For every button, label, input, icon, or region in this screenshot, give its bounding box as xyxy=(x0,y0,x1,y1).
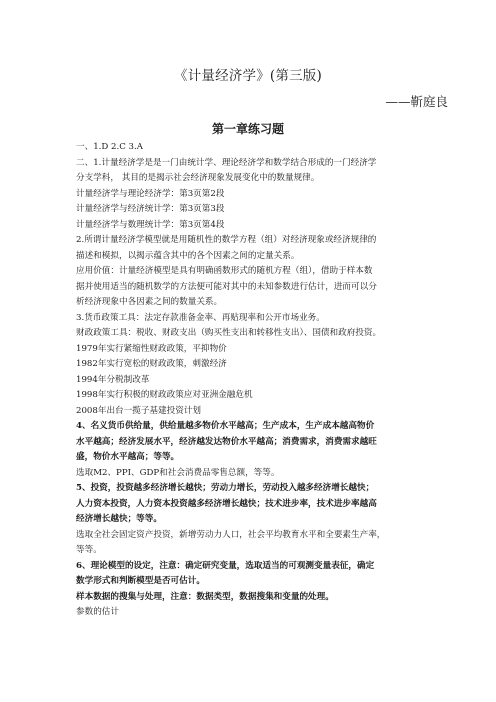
text-line: 1979年实行紧缩性财政政策，平抑物价 xyxy=(76,343,227,354)
text-line: 5、投资，投资越多经济增长越快；劳动力增长，劳动投入越多经济增长越快； xyxy=(76,483,375,493)
text-line: 参数的估计 xyxy=(76,607,119,617)
text-line: 2.所谓计量经济学模型就是用随机性的数学方程（组）对经济现象或经济规律的 xyxy=(76,235,377,245)
text-line: 应用价值：计量经济模型是具有明确函数形式的随机方程（组），借助于样本数 xyxy=(76,266,373,276)
text-line: 计量经济学与数理统计学：第3页第4段 xyxy=(76,219,225,230)
text-line: 1982年实行宽松的财政政策，刺激经济 xyxy=(76,359,227,369)
text-line: 二、1.计量经济学是是一门由统计学、理论经济学和数学结合形成的一门经济学 xyxy=(76,157,377,168)
text-line: 3.货币政策工具：法定存款准备金率、再贴现率和公开市场业务。 xyxy=(76,312,325,323)
text-line: 财政政策工具：税收、财政支出（购买性支出和转移性支出）、国债和政府投资。 xyxy=(76,328,382,338)
text-line: 据并使用适当的随机数学的方法便可能对其中的未知参数进行估计，进而可以分 xyxy=(76,281,377,292)
text-line: 描述和模拟，以揭示蕴含其中的各个因素之间的定量关系。 xyxy=(76,250,300,261)
text-line: 计量经济学与经济统计学：第3页第3段 xyxy=(76,204,225,214)
document-title: 《计量经济学》(第三版) xyxy=(174,68,322,84)
text-line: 盛，物价水平越高；等等。 xyxy=(76,452,180,462)
document-body xyxy=(76,140,424,621)
text-line: 选取全社会固定资产投资，新增劳动力人口，社会平均教育水平和全要素生产率， xyxy=(76,529,386,540)
text-line: 分支学科， 其目的是揭示社会经济现象发展变化中的数量规律。 xyxy=(76,173,320,183)
chapter-heading: 第一章练习题 xyxy=(211,122,284,136)
text-line: 样本数据的搜集与处理，注意：数据类型，数据搜集和变量的处理。 xyxy=(76,591,334,602)
text-line: 等等。 xyxy=(76,545,102,555)
text-line: 人力资本投资，人力资本投资越多经济增长越快；技术进步率，技术进步率越高 xyxy=(76,498,377,509)
text-line: 选取M2、PPI、GDP和社会消费品零售总额，等等。 xyxy=(76,467,280,478)
text-line: 析经济现象中各因素之间的数量关系。 xyxy=(76,297,223,307)
text-line: 4、名义货币供给量，供给量越多物价水平越高；生产成本，生产成本越高物价 xyxy=(76,421,375,431)
text-line: 经济增长越快；等等。 xyxy=(76,514,162,524)
text-line: 水平越高；经济发展水平，经济越发达物价水平越高；消费需求，消费需求越旺 xyxy=(76,436,377,447)
text-line: 6、理论模型的设定，注意：确定研究变量，选取适当的可观测变量表征，确定 xyxy=(76,560,375,571)
text-line: 1998年实行积极的财政政策应对亚洲金融危机 xyxy=(76,390,253,400)
text-line: 计量经济学与理论经济学：第3页第2段 xyxy=(76,188,225,199)
text-line: 2008年出台一揽子基建投资计划 xyxy=(76,405,201,416)
text-line: 数学形式和判断模型是否可估计。 xyxy=(76,576,205,586)
text-line: 1994年分税制改革 xyxy=(76,374,150,385)
document-author: ——靳庭良 xyxy=(385,94,448,109)
text-line: 一、1.D 2.C 3.A xyxy=(76,142,143,152)
